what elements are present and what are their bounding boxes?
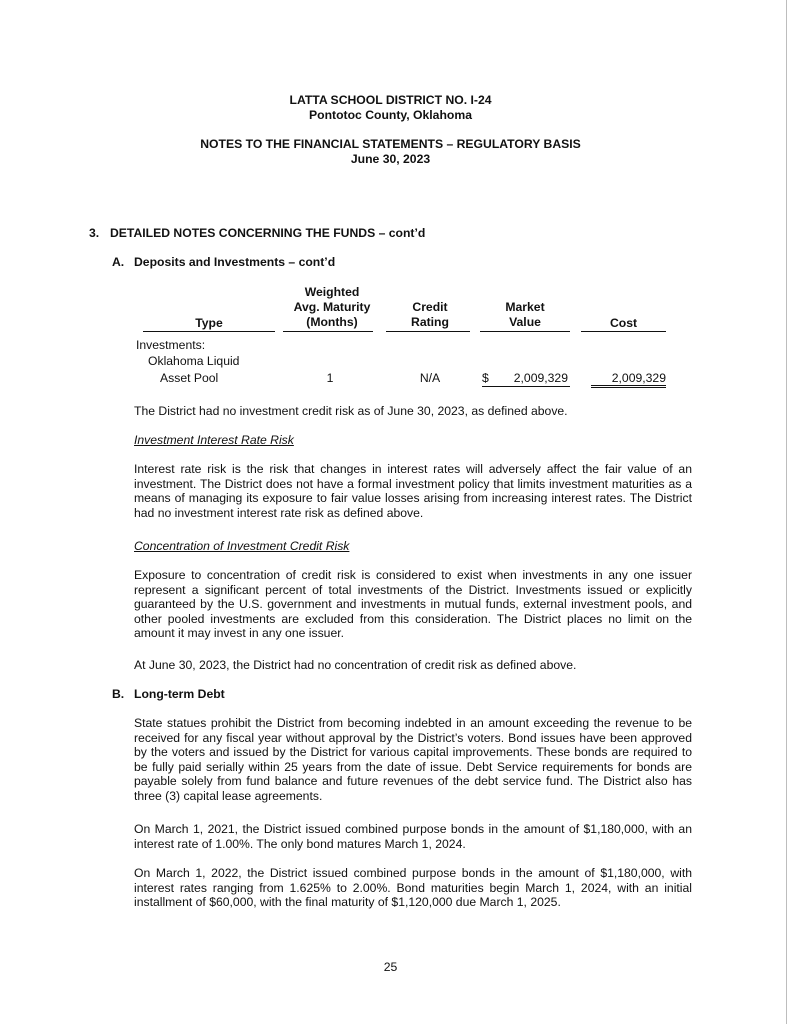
header-rating: Rating [411,315,449,329]
header-rule-credit [386,331,470,332]
page-number: 25 [383,960,398,974]
concentration-heading-wrap [134,539,692,554]
long-term-debt-paragraph-1: State statues prohibit the District from becoming indebted in an amount exceeding the revenue to be received for any fiscal year without approval by the District’s voters. Bond issues have been approved by the voters and issued by the District for various capital improvements. These bonds are required to be fully paid serially within 25 years from the date of issue. Debt Service requirements for bonds are payable solely from fund balance and future revenues of the debt service fund. The District also has three (3) capital lease agreements. [134,716,692,803]
section-number: 3. [89,226,100,240]
concentration-heading: Concentration of Investment Credit Risk [134,539,350,553]
cell-market-value: 2,009,329 [513,371,568,385]
header-rule-maturity [283,331,373,332]
cell-cost: 2,009,329 [611,371,666,385]
header-credit: Credit [412,300,448,314]
cell-cost-box [591,371,666,388]
header-value: Value [509,315,541,329]
page-edge-line [786,0,787,1024]
concentration-paragraph: Exposure to concentration of credit risk is considered to exist when investments in any one issuer represent a significant percent of total investments of the District. Investments issued or explicitly guaranteed by the U.S. government and investments in mutual funds, external investment pools, and other pooled investments are excluded from this consideration. The District places no limit on the amount it may invest in any one issuer. [134,568,692,640]
rate-risk-heading-wrap [134,433,692,448]
cell-rating: N/A [419,371,441,385]
long-term-debt-paragraph-2: On March 1, 2021, the District issued combined purpose bonds in the amount of $1,180,000, with an interest rate of 1.00%. The only bond matures March 1, 2024. [134,822,692,851]
section-title: DETAILED NOTES CONCERNING THE FUNDS – cont’d [110,226,426,240]
county-name: Pontotoc County, Oklahoma [309,108,472,122]
header-type: Type [195,316,223,330]
rate-risk-heading: Investment Interest Rate Risk [134,433,294,447]
header-rule-type [143,331,275,332]
header-cost: Cost [609,316,638,330]
row-label-investments: Investments: [136,338,206,352]
concentration-conclusion: At June 30, 2023, the District had no concentration of credit risk as defined above. [134,658,577,672]
no-credit-risk-text: The District had no investment credit risk as of June 30, 2023, as defined above. [134,404,568,418]
cell-maturity: 1 [326,371,334,385]
notes-title: NOTES TO THE FINANCIAL STATEMENTS – REGULATORY BASIS [200,137,581,151]
cell-currency-symbol: $ [482,371,489,385]
statement-date: June 30, 2023 [350,152,431,166]
header-avg-maturity: Avg. Maturity [293,300,371,314]
header-market: Market [505,300,545,314]
header-rule-cost [581,331,666,332]
rate-risk-paragraph: Interest rate risk is the risk that changes in interest rates will adversely affect the fair value of an investment. The District does not have a formal investment policy that limits investment maturities as a means of managing its exposure to fair value losses arising from increasing interest rates. The District had no investment interest rate risk as defined above. [134,462,692,520]
subsection-a-title: Deposits and Investments – cont’d [134,255,336,269]
subsection-b-letter: B. [112,687,125,701]
row-label-oklahoma-liquid: Oklahoma Liquid [148,354,240,368]
long-term-debt-paragraph-3: On March 1, 2022, the District issued combined purpose bonds in the amount of $1,180,000, with interest rates ranging from 1.625% to 2.00%. Bond maturities begin March 1, 2024, with an initial installment of $60,000, with the final maturity of $1,120,000 due March 1, 2025. [134,866,692,909]
header-weighted: Weighted [304,285,360,299]
district-name: LATTA SCHOOL DISTRICT NO. I-24 [289,93,492,107]
subsection-a-letter: A. [112,255,125,269]
header-rule-market [480,331,570,332]
cell-market-value-box [482,371,570,387]
row-label-asset-pool: Asset Pool [160,371,219,385]
subsection-b-title: Long-term Debt [134,687,225,701]
header-months: (Months) [306,315,358,329]
